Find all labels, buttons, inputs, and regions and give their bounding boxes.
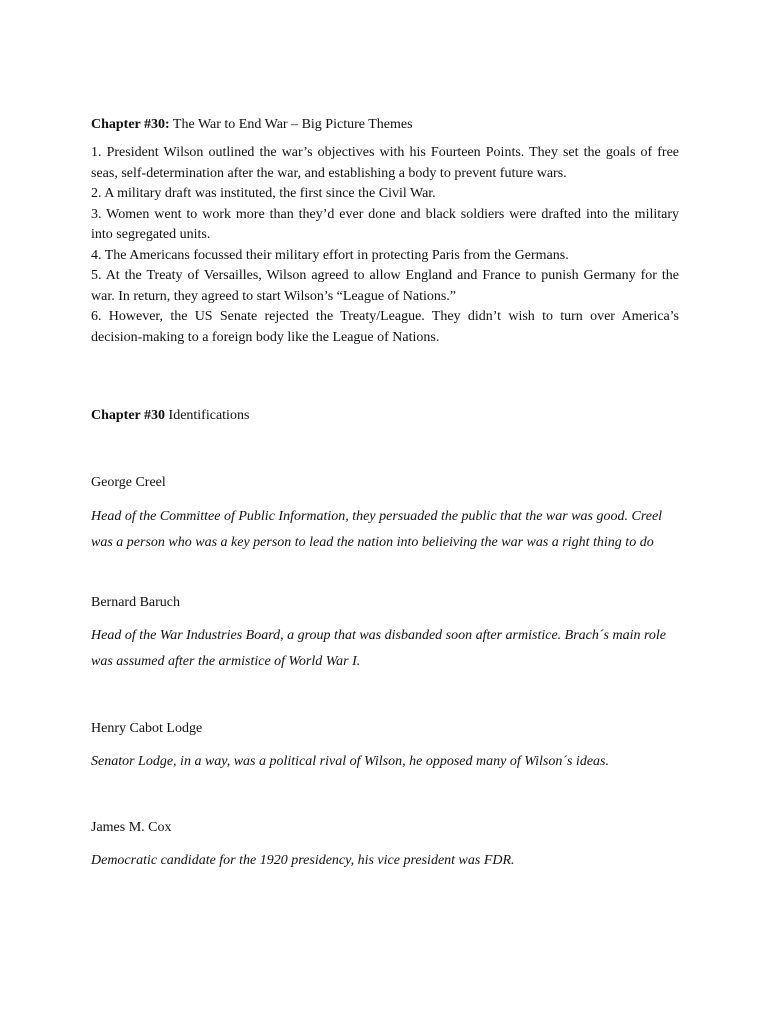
themes-heading: [91, 117, 413, 133]
heading-bold-label: Chapter #30:: [91, 117, 170, 132]
theme-item-2: 2. A military draft was instituted, the first since the Civil War.: [91, 186, 436, 201]
themes-list: [91, 143, 679, 348]
definition-james-m-cox: Democratic candidate for the 1920 presidency, his vice president was FDR.: [91, 853, 515, 868]
theme-item-3: 3. Women went to work more than they’d ever done and black soldiers were drafted into the military into segregated units.: [91, 206, 679, 242]
term-james-m-cox: James M. Cox: [91, 820, 172, 835]
term-george-creel: George Creel: [91, 475, 166, 490]
theme-item-1: 1. President Wilson outlined the war’s objectives with his Fourteen Points. They set the goals of free seas, self-determination after the war, and establishing a body to prevent future wars.: [91, 145, 679, 181]
heading-title: Identifications: [165, 408, 250, 423]
definition-george-creel: Head of the Committee of Public Information, they persuaded the public that the war was good. Creel was a person who was a key person to lead the nation into belieiving the war was a right thing to do: [91, 509, 663, 550]
definition-bernard-baruch: Head of the War Industries Board, a group that was disbanded soon after armistice. Brach´s main role was assumed after the armistice of World War I.: [91, 628, 667, 669]
identifications-heading: [91, 408, 249, 424]
term-henry-cabot-lodge: Henry Cabot Lodge: [91, 721, 203, 736]
definition-henry-cabot-lodge: Senator Lodge, in a way, was a political rival of Wilson, he opposed many of Wilson´s ideas.: [91, 754, 609, 769]
theme-item-6: 6. However, the US Senate rejected the Treaty/League. They didn’t wish to turn over America’s decision-making to a foreign body like the League of Nations.: [91, 309, 679, 345]
theme-item-4: 4. The Americans focussed their military effort in protecting Paris from the Germans.: [91, 247, 569, 263]
theme-item-5: 5. At the Treaty of Versailles, Wilson agreed to allow England and France to punish Germany for the war. In return, they agreed to start Wilson’s “League of Nations.”: [91, 268, 679, 304]
heading-title: The War to End War – Big Picture Themes: [169, 117, 413, 132]
term-bernard-baruch: Bernard Baruch: [91, 595, 181, 610]
heading-bold-label: Chapter #30: [91, 408, 166, 423]
